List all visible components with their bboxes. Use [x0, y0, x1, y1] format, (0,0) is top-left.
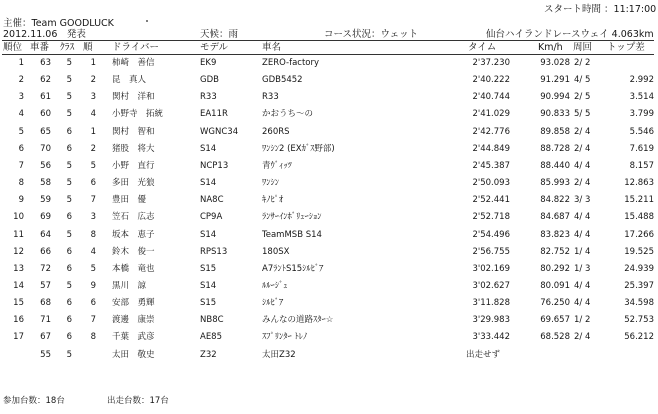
cell-driver: 小野寺 拓統: [112, 109, 164, 119]
cell-cls: 6: [66, 127, 72, 137]
cell-time: 3'02.627: [472, 281, 510, 291]
cell-laps: 4/ 5: [574, 75, 591, 85]
col-header-pos: 順位: [3, 42, 23, 53]
cell-model: RPS13: [200, 247, 228, 257]
cell-model: Z32: [200, 350, 217, 360]
cell-cls: 6: [66, 264, 72, 274]
cell-cls: 5: [66, 92, 72, 102]
cell-kmh: 80.091: [540, 281, 570, 291]
cell-cls: 5: [66, 178, 72, 188]
cell-ord: 4: [90, 247, 96, 257]
cell-pos: 10: [13, 212, 24, 222]
cell-ord: 8: [90, 332, 96, 342]
cell-model: S14: [200, 230, 217, 240]
cell-laps: 5/ 5: [574, 109, 591, 119]
cell-car: ZERO-factory: [262, 58, 320, 68]
cell-time: 2'41.029: [472, 109, 510, 119]
cell-ord: 5: [90, 161, 96, 171]
cell-gap: 12.863: [624, 178, 654, 188]
cell-car: 180SX: [262, 247, 290, 257]
col-header-gap: トップ差: [607, 42, 645, 53]
cell-model: S14: [200, 144, 217, 154]
cell-laps: 1/ 4: [574, 247, 591, 257]
cell-laps: 2/ 4: [574, 178, 591, 188]
cell-kmh: 91.291: [540, 75, 570, 85]
cell-model: EA11R: [200, 109, 228, 119]
cell-kmh: 82.752: [540, 247, 570, 257]
cell-gap: 24.939: [624, 264, 654, 274]
cell-time: 2'40.744: [472, 92, 510, 102]
cell-no: 67: [40, 332, 51, 342]
cell-ord: 7: [90, 315, 96, 325]
cell-no: 59: [40, 195, 51, 205]
cell-car: 青ｳﾞｨｯﾂ: [262, 161, 292, 171]
cell-kmh: 80.292: [540, 264, 570, 274]
cell-driver: 関村 智和: [112, 127, 155, 137]
cell-car: GDB5452: [262, 75, 303, 85]
cell-cls: 6: [66, 332, 72, 342]
cell-gap: 34.598: [624, 298, 654, 308]
cell-pos: 14: [13, 281, 24, 291]
cell-cls: 5: [66, 109, 72, 119]
cell-kmh: 93.028: [540, 58, 570, 68]
cell-car: みんなの道路ｽﾀｰ☆: [262, 315, 334, 325]
cell-driver: 昆 真人: [112, 75, 147, 85]
cell-time: 3'02.169: [472, 264, 510, 274]
cell-pos: 16: [13, 315, 24, 325]
col-header-model: モデル: [200, 42, 229, 53]
cell-model: WGNC34: [200, 127, 239, 137]
cell-laps: 4/ 4: [574, 298, 591, 308]
cell-kmh: 84.687: [540, 212, 570, 222]
cell-model: S15: [200, 298, 217, 308]
cell-car: R33: [262, 92, 279, 102]
cell-cls: 5: [66, 58, 72, 68]
cell-ord: 6: [90, 298, 96, 308]
cell-no: 55: [40, 350, 51, 360]
weather: 天候：雨: [200, 29, 239, 40]
cell-laps: 1/ 2: [574, 315, 591, 325]
cell-ord: 6: [90, 178, 96, 188]
cell-car: ｼﾙﾋﾞｱ: [262, 298, 284, 308]
col-header-car-name: 車名: [262, 42, 282, 53]
cell-gap: 2.992: [629, 75, 654, 85]
cell-model: S15: [200, 264, 217, 274]
cell-time: 2'56.755: [472, 247, 510, 257]
cell-cls: 6: [66, 212, 72, 222]
cell-model: NCP13: [200, 161, 229, 171]
cell-kmh: 84.822: [540, 195, 570, 205]
cell-no: 70: [40, 144, 51, 154]
cell-car: A7ﾗﾝﾄS15ｼﾙﾋﾞｱ: [262, 264, 324, 274]
cell-laps: 4/ 4: [574, 281, 591, 291]
cell-model: GDB: [200, 75, 219, 85]
cell-pos: 13: [13, 264, 24, 274]
cell-no: 68: [40, 298, 51, 308]
cell-no: 57: [40, 281, 51, 291]
cell-gap: 8.157: [629, 161, 654, 171]
cell-driver: 多田 光狼: [112, 178, 155, 188]
cell-model: EK9: [200, 58, 217, 68]
cell-kmh: 69.657: [540, 315, 570, 325]
cell-gap: 56.212: [624, 332, 654, 342]
cell-driver: 柿崎 善信: [112, 58, 155, 68]
col-header-time: タイム: [468, 42, 497, 53]
cell-cls: 5: [66, 161, 72, 171]
cell-pos: 1: [18, 58, 24, 68]
cell-time: 2'44.849: [472, 144, 510, 154]
cell-car: 太田Z32: [262, 350, 296, 360]
cell-cls: 6: [66, 315, 72, 325]
cell-gap: 3.514: [629, 92, 654, 102]
organizer: 主催：Team GOODLUCK: [3, 18, 114, 29]
course-status: コース状況：ウェット: [324, 29, 419, 40]
cell-car: ｷﾉﾋﾟｵ: [262, 195, 284, 205]
cell-time: 2'52.718: [472, 212, 510, 222]
cell-car: ﾜﾝｼﾝ2 (EXｶﾞｽ野部): [262, 144, 335, 154]
cell-kmh: 88.440: [540, 161, 570, 171]
cell-pos: 8: [18, 178, 24, 188]
cell-no: 61: [40, 92, 51, 102]
cell-no: 60: [40, 109, 51, 119]
cell-pos: 11: [13, 230, 24, 240]
cell-gap: 17.266: [624, 230, 654, 240]
cell-cls: 5: [66, 230, 72, 240]
cell-time: 2'50.093: [472, 178, 510, 188]
cell-ord: 4: [90, 109, 96, 119]
cell-ord: 8: [90, 230, 96, 240]
cell-cls: 6: [66, 298, 72, 308]
cell-no: 69: [40, 212, 51, 222]
cell-no: 62: [40, 75, 51, 85]
col-header-laps: 周回: [573, 42, 593, 53]
cell-pos: 17: [13, 332, 24, 342]
cell-time: 2'54.496: [472, 230, 510, 240]
cell-laps: 4/ 4: [574, 230, 591, 240]
cell-kmh: 83.823: [540, 230, 570, 240]
cell-cls: 6: [66, 247, 72, 257]
cell-driver: 黒川 諒: [112, 281, 147, 291]
cell-pos: 12: [13, 247, 24, 257]
footer-entries: 参加台数：18台: [3, 396, 65, 406]
cell-kmh: 90.994: [540, 92, 570, 102]
date-announce: 2012.11.06 発表: [3, 29, 86, 40]
cell-kmh: 88.728: [540, 144, 570, 154]
start-time: スタート時間 ：11:17:00: [544, 4, 657, 15]
cell-driver: 小野 直行: [112, 161, 155, 171]
cell-kmh: 68.528: [540, 332, 570, 342]
cell-gap: 5.546: [629, 127, 654, 137]
cell-laps: 1/ 3: [574, 264, 591, 274]
cell-driver: 鈴木 俊一: [112, 247, 155, 257]
cell-model: NA8C: [200, 195, 224, 205]
cell-cls: 5: [66, 195, 72, 205]
cell-driver: 安部 勇輝: [112, 298, 155, 308]
cell-driver: 坂本 恵子: [112, 230, 155, 240]
cell-gap: 15.211: [624, 195, 654, 205]
cell-gap: 25.397: [624, 281, 654, 291]
circuit-name: 仙台ハイランドレースウェイ 4.063km: [486, 29, 654, 40]
cell-driver: 豊田 優: [112, 195, 147, 205]
cell-model: S14: [200, 281, 217, 291]
cell-cls: 6: [66, 144, 72, 154]
cell-laps: 2/ 4: [574, 127, 591, 137]
cell-laps: 2/ 2: [574, 58, 591, 68]
col-header-car-no: 車番: [30, 42, 50, 53]
cell-car: ﾙﾙｰｼﾞｭ: [262, 281, 288, 291]
cell-model: CP9A: [200, 212, 223, 222]
cell-ord: 9: [90, 281, 96, 291]
cell-driver: 関村 洋和: [112, 92, 155, 102]
footer-starters: 出走台数：17台: [107, 396, 169, 406]
cell-laps: 3/ 3: [574, 195, 591, 205]
cell-no: 65: [40, 127, 51, 137]
cell-driver: 猪股 将大: [112, 144, 155, 154]
cell-pos: 15: [13, 298, 24, 308]
cell-no: 56: [40, 161, 51, 171]
col-header-driver: ドライバー: [112, 42, 160, 53]
cell-time: 2'52.441: [472, 195, 510, 205]
cell-no: 66: [40, 247, 51, 257]
cell-model: S14: [200, 178, 217, 188]
cell-pos: 2: [18, 75, 24, 85]
cell-cls: 5: [66, 75, 72, 85]
cell-car: ｽﾌﾟﾘﾝﾀｰ ﾄﾚﾉ: [262, 332, 308, 342]
cell-gap: 15.488: [624, 212, 654, 222]
cell-gap: 3.799: [629, 109, 654, 119]
cell-car: TeamMSB S14: [262, 230, 322, 240]
cell-kmh: 90.833: [540, 109, 570, 119]
cell-gap: 52.753: [624, 315, 654, 325]
cell-time: 出走せず: [466, 350, 501, 360]
cell-time: 3'11.828: [472, 298, 510, 308]
cell-time: 2'37.230: [472, 58, 510, 68]
cell-laps: 2/ 4: [574, 144, 591, 154]
cell-driver: 笠石 広志: [112, 212, 155, 222]
cell-pos: 7: [18, 161, 24, 171]
cell-kmh: 76.250: [540, 298, 570, 308]
cell-pos: 3: [18, 92, 24, 102]
cell-time: 2'40.222: [472, 75, 510, 85]
cell-driver: 千葉 武彦: [112, 332, 155, 342]
cell-time: 2'42.776: [472, 127, 510, 137]
cell-pos: 5: [18, 127, 24, 137]
cell-ord: 1: [90, 58, 96, 68]
cell-cls: 5: [66, 350, 72, 360]
cell-laps: 4/ 4: [574, 161, 591, 171]
cell-no: 58: [40, 178, 51, 188]
cell-time: 3'33.442: [472, 332, 510, 342]
cell-kmh: 89.858: [540, 127, 570, 137]
cell-car: 260RS: [262, 127, 290, 137]
cell-pos: 9: [18, 195, 24, 205]
cell-cls: 5: [66, 281, 72, 291]
cell-ord: 1: [90, 127, 96, 137]
cell-no: 71: [40, 315, 51, 325]
col-header-class: ｸﾗｽ: [60, 42, 75, 53]
cell-ord: 2: [90, 144, 96, 154]
col-header-speed: Km/h: [538, 42, 563, 53]
cell-laps: 2/ 4: [574, 332, 591, 342]
cell-no: 64: [40, 230, 51, 240]
cell-no: 72: [40, 264, 51, 274]
cell-model: AE85: [200, 332, 223, 342]
cell-car: ﾜﾝｼﾝ: [262, 178, 280, 188]
cell-model: R33: [200, 92, 217, 102]
cell-time: 2'45.387: [472, 161, 510, 171]
cell-time: 3'29.983: [472, 315, 510, 325]
cell-laps: 2/ 5: [574, 92, 591, 102]
cell-driver: 渡邊 康崇: [112, 315, 155, 325]
cell-gap: 19.525: [624, 247, 654, 257]
cell-no: 63: [40, 58, 51, 68]
cell-ord: 5: [90, 264, 96, 274]
cell-ord: 3: [90, 92, 96, 102]
cell-ord: 2: [90, 75, 96, 85]
cell-car: かおうち～の: [262, 109, 314, 119]
col-header-order: 順: [83, 42, 93, 53]
cell-car: ﾗﾝｻｰｲﾝﾎﾞﾘｭｰｼｮﾝ: [262, 212, 322, 222]
cell-driver: 太田 敬史: [112, 350, 155, 360]
cell-ord: 3: [90, 212, 96, 222]
cell-driver: 本橋 竜也: [112, 264, 155, 274]
cell-kmh: 85.993: [540, 178, 570, 188]
cell-gap: 7.619: [629, 144, 654, 154]
cell-ord: 7: [90, 195, 96, 205]
cell-pos: 4: [18, 109, 24, 119]
cell-laps: 4/ 4: [574, 212, 591, 222]
cell-model: NB8C: [200, 315, 224, 325]
cell-pos: 6: [18, 144, 24, 154]
